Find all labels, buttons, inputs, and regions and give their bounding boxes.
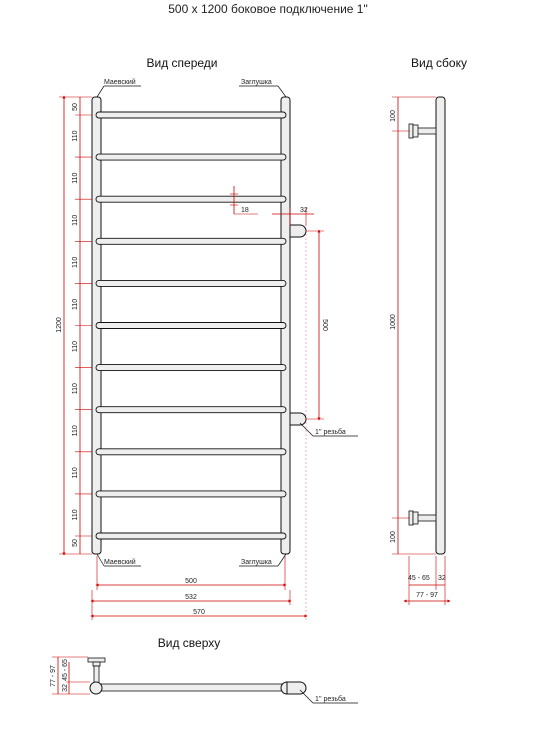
top-connector [287, 682, 306, 694]
top-view [88, 658, 306, 694]
rung [96, 154, 286, 160]
label-thread-top: 1'' резьба [315, 696, 346, 703]
rung [96, 280, 286, 286]
label-plug-bottom: Заглушка [241, 559, 272, 566]
top-rail [96, 684, 287, 691]
spacing-dimensions [72, 97, 92, 554]
rung [96, 238, 286, 244]
rung [96, 196, 286, 202]
label-thread-front: 1'' резьба [315, 429, 346, 436]
dim-spacing: 110 [72, 467, 79, 479]
side-view-title: Вид сбоку [411, 56, 467, 70]
dim-bottom-gap: 50 [72, 539, 79, 547]
top-view-title: Вид сверху [157, 636, 221, 650]
dim-total-height: 1200 [56, 317, 63, 333]
side-upright [436, 97, 445, 554]
dim-width-500: 500 [185, 578, 197, 585]
dim-spacing: 110 [72, 256, 79, 268]
dim-spacing: 110 [72, 425, 79, 437]
dim-side-depth-3: 77 - 97 [416, 592, 438, 599]
rung [96, 533, 286, 539]
dim-spacing: 110 [72, 383, 79, 395]
rung [96, 449, 286, 455]
lower-connector [290, 413, 306, 425]
side-height-dimensions [390, 97, 436, 554]
connector-dimension [272, 207, 314, 226]
dim-tube-diameter: 18 [241, 207, 249, 214]
front-view-title: Вид спереди [146, 56, 218, 70]
upper-connector [290, 225, 306, 237]
drawing-title: 500 x 1200 боковое подключение 1" [168, 2, 368, 16]
dim-side-top: 100 [390, 110, 397, 122]
dim-connector: 32 [300, 207, 308, 214]
dim-width-570: 570 [193, 609, 205, 616]
dim-top-d1: 77 - 97 [50, 665, 57, 687]
side-depth-dimensions [405, 556, 449, 605]
dim-side-depth-1: 45 - 65 [408, 575, 430, 582]
dim-spacing: 110 [72, 130, 79, 142]
dim-spacing: 110 [72, 172, 79, 184]
side-view [409, 97, 445, 554]
rung [96, 407, 286, 413]
front-view [92, 97, 306, 554]
dim-spacing: 110 [72, 509, 79, 521]
rung [96, 323, 286, 329]
dim-spacing: 110 [72, 340, 79, 353]
dim-spacing: 110 [72, 214, 79, 226]
dim-connection-distance: 500 [321, 319, 328, 331]
dim-side-middle: 1000 [390, 314, 397, 330]
dim-spacing: 110 [72, 298, 79, 311]
dim-top-d2: 32 [62, 684, 69, 692]
dim-width-532: 532 [185, 594, 197, 601]
rung [96, 491, 286, 497]
label-plug-top: Заглушка [241, 79, 272, 86]
label-maevsky-bottom: Маевский [104, 559, 136, 566]
rungs [96, 112, 286, 539]
rung [96, 365, 286, 371]
rung [96, 112, 286, 118]
dim-top-d3: 45 - 65 [62, 659, 69, 681]
connection-distance-dimension [306, 231, 328, 419]
dim-side-bottom: 100 [390, 531, 397, 543]
dim-top-gap: 50 [72, 103, 79, 111]
label-maevsky-top: Маевский [104, 79, 136, 86]
dim-side-depth-2: 32 [438, 575, 446, 582]
top-view-dimensions [50, 657, 90, 694]
